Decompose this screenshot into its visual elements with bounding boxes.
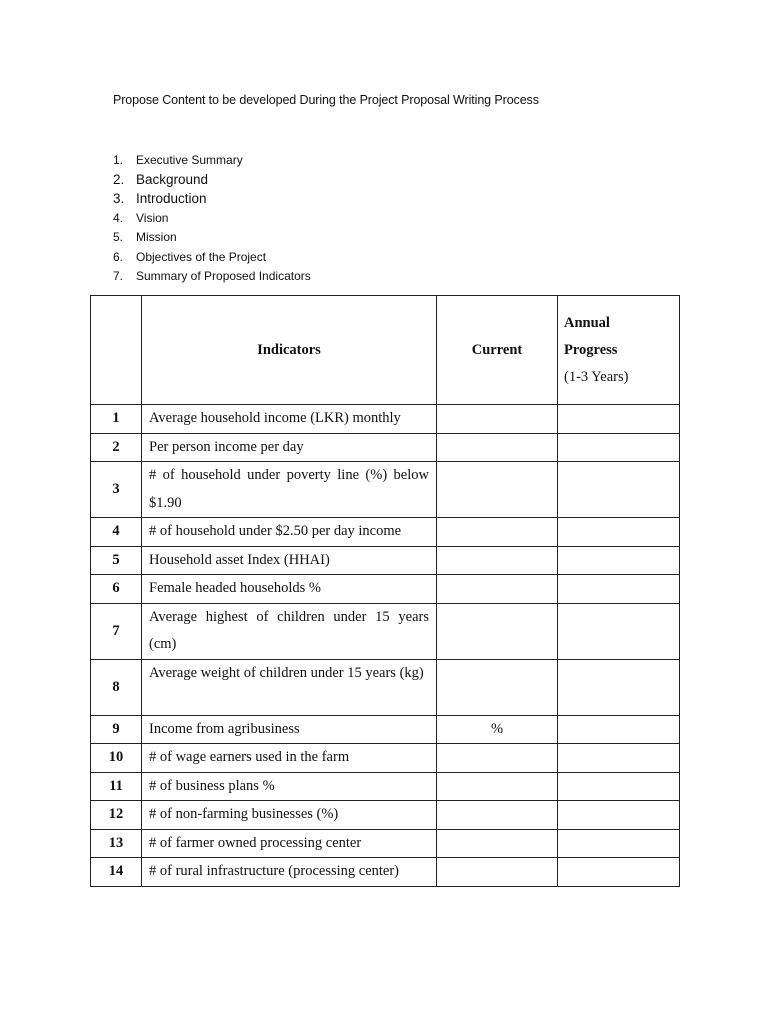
row-current <box>437 546 558 575</box>
list-item-label: Background <box>136 171 209 187</box>
row-indicator: Income from agribusiness <box>142 715 437 744</box>
row-annual <box>558 462 680 518</box>
header-number <box>91 296 142 405</box>
row-number: 3 <box>91 462 142 518</box>
row-current <box>437 744 558 773</box>
list-item-number: 5. <box>113 230 124 245</box>
table-row <box>91 715 680 744</box>
row-indicator: Per person income per day <box>142 433 437 462</box>
list-item <box>113 189 311 208</box>
row-number: 5 <box>91 546 142 575</box>
row-indicator: Average highest of children under 15 years (cm) <box>142 603 437 659</box>
header-current: Current <box>437 296 558 405</box>
table-row <box>91 518 680 547</box>
row-number: 2 <box>91 433 142 462</box>
list-item-number: 7. <box>113 269 124 284</box>
table-row <box>91 829 680 858</box>
list-item-label: Introduction <box>136 190 207 206</box>
header-annual-line3: (1-3 Years) <box>564 368 629 385</box>
row-indicator: # of business plans % <box>142 772 437 801</box>
row-number: 4 <box>91 518 142 547</box>
list-item-label: Summary of Proposed Indicators <box>136 269 311 284</box>
row-annual <box>558 546 680 575</box>
row-indicator: # of wage earners used in the farm <box>142 744 437 773</box>
table-row <box>91 772 680 801</box>
table-row <box>91 858 680 887</box>
row-current <box>437 801 558 830</box>
row-annual <box>558 801 680 830</box>
row-annual <box>558 659 680 715</box>
header-annual-line2: Progress <box>564 341 618 358</box>
row-current <box>437 575 558 604</box>
table-row <box>91 546 680 575</box>
table-row <box>91 575 680 604</box>
list-item-label: Vision <box>136 210 169 225</box>
row-number: 12 <box>91 801 142 830</box>
list-item <box>113 169 311 188</box>
row-number: 10 <box>91 744 142 773</box>
table-row <box>91 462 680 518</box>
row-annual <box>558 405 680 434</box>
table-row <box>91 405 680 434</box>
header-indicators: Indicators <box>142 296 437 405</box>
row-number: 9 <box>91 715 142 744</box>
list-item <box>113 208 311 227</box>
list-item <box>113 266 311 285</box>
row-indicator: Average household income (LKR) monthly <box>142 405 437 434</box>
row-number: 11 <box>91 772 142 801</box>
table-row <box>91 744 680 773</box>
row-number: 1 <box>91 405 142 434</box>
row-annual <box>558 433 680 462</box>
row-indicator: # of household under poverty line (%) below $1.90 <box>142 462 437 518</box>
list-item-label: Objectives of the Project <box>136 249 267 264</box>
row-number: 7 <box>91 603 142 659</box>
row-indicator: # of non-farming businesses (%) <box>142 801 437 830</box>
list-item-number: 4. <box>113 210 124 225</box>
row-annual <box>558 575 680 604</box>
table-header-row <box>91 296 680 405</box>
list-item <box>113 228 311 247</box>
content-list <box>113 150 311 286</box>
indicators-table <box>90 295 680 887</box>
list-item-label: Mission <box>136 230 177 245</box>
list-item-number: 2. <box>113 171 125 187</box>
row-annual <box>558 829 680 858</box>
page-title: Propose Content to be developed During the Project Proposal Writing Process <box>113 93 539 107</box>
row-current <box>437 405 558 434</box>
row-annual <box>558 603 680 659</box>
row-current <box>437 858 558 887</box>
row-current <box>437 603 558 659</box>
table-row <box>91 659 680 715</box>
row-current <box>437 462 558 518</box>
list-item-number: 3. <box>113 190 125 206</box>
header-annual-line1: Annual <box>564 314 610 331</box>
list-item-number: 6. <box>113 249 124 264</box>
row-number: 13 <box>91 829 142 858</box>
list-item-label: Executive Summary <box>136 152 243 167</box>
row-indicator: # of household under $2.50 per day income <box>142 518 437 547</box>
row-indicator: Household asset Index (HHAI) <box>142 546 437 575</box>
list-item <box>113 247 311 266</box>
row-current <box>437 518 558 547</box>
row-current <box>437 659 558 715</box>
row-annual <box>558 744 680 773</box>
list-item <box>113 150 311 169</box>
row-indicator: Average weight of children under 15 years (kg) <box>142 659 437 715</box>
row-annual <box>558 772 680 801</box>
table-row <box>91 433 680 462</box>
row-current <box>437 772 558 801</box>
row-current: % <box>437 715 558 744</box>
row-number: 14 <box>91 858 142 887</box>
row-indicator: Female headed households % <box>142 575 437 604</box>
row-number: 8 <box>91 659 142 715</box>
table-row <box>91 801 680 830</box>
row-annual <box>558 518 680 547</box>
row-current <box>437 433 558 462</box>
header-annual-progress <box>558 296 680 405</box>
row-annual <box>558 858 680 887</box>
table-row <box>91 603 680 659</box>
row-annual <box>558 715 680 744</box>
row-number: 6 <box>91 575 142 604</box>
list-item-number: 1. <box>113 152 124 167</box>
row-indicator: # of rural infrastructure (processing center) <box>142 858 437 887</box>
row-current <box>437 829 558 858</box>
row-indicator: # of farmer owned processing center <box>142 829 437 858</box>
